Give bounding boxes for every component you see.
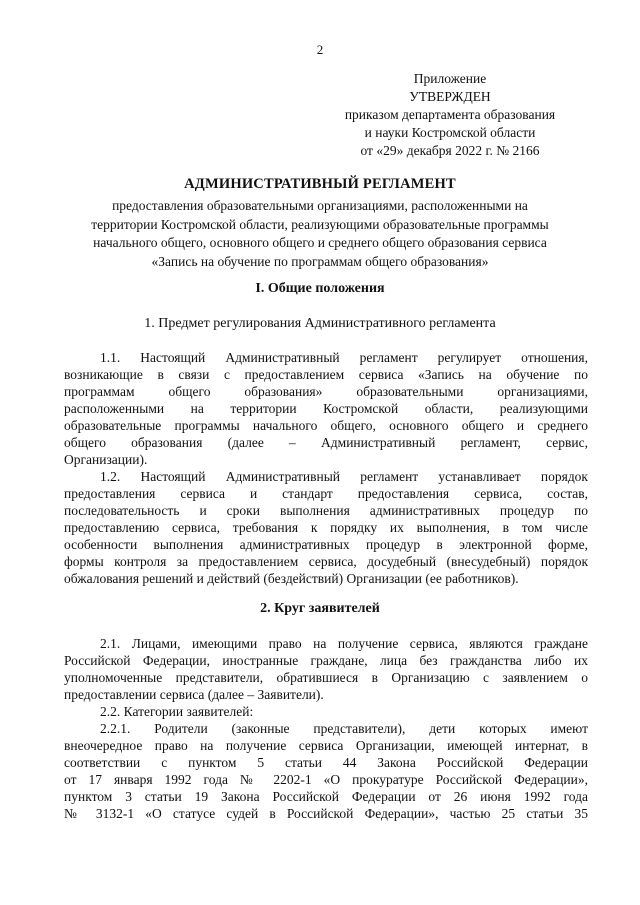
document-title: АДМИНИСТРАТИВНЫЙ РЕГЛАМЕНТ [184,176,456,192]
paragraph-line: внеочередное право на получение сервиса Организации, имеющей интернат, в [64,738,588,753]
paragraph-line: 1.1. Настоящий Административный регламент регулирует отношения, [100,350,588,365]
approval-block [300,70,600,160]
approval-line: от «29» декабря 2022 г. № 2166 [360,143,540,158]
paragraph-line: образовательные программы начального общего, основного общего и среднего [64,418,588,433]
approval-line: Приложение [413,71,487,86]
paragraph-line: 2.2.1. Родители (законные представители), дети которых имеют [100,721,588,736]
paragraph-line: соответствии с пунктом 5 статьи 44 Закона Российской Федерации [64,755,588,770]
paragraph-line: 2.2. Категории заявителей: [100,704,254,719]
approval-line: УТВЕРЖДЕН [409,89,491,104]
paragraph-line: уполномоченные представители, обратившиеся в Организацию с заявлением о [64,670,588,685]
paragraph-line: возникающие в связи с предоставлением сервиса «Запись на обучение по [64,367,588,382]
page-number: 2 [316,42,324,57]
subtitle-line: территории Костромской области, реализующими образовательные программы [91,216,549,232]
approval-line: и науки Костромской области [364,125,536,140]
subtitle-line: «Запись на обучение по программам общего образования» [151,253,489,269]
paragraph-line: 1.2. Настоящий Административный регламент устанавливает порядок [100,469,588,484]
section-1-subheading: 1. Предмет регулирования Административного регламента [144,316,496,331]
approval-line: приказом департамента образования [344,107,556,122]
paragraph-line: предоставления сервиса и стандарт предоставления сервиса, состав, [64,486,588,501]
paragraph-line: Организации). [64,452,148,467]
paragraph-line: Российской Федерации, иностранные граждане, лица без гражданства либо их [64,653,588,668]
subtitle-line: начального общего, основного общего и среднего общего образования сервиса [93,235,547,250]
paragraph-line: программам общего образования» образовательными организациями, [64,384,588,399]
paragraph-line: 2.1. Лицами, имеющими право на получение сервиса, являются граждане [100,636,588,651]
paragraph-line: предоставлению сервиса, требования к порядку их выполнения, в том числе [64,520,588,535]
document-subtitle [40,197,600,271]
paragraph-line: № 3132-1 «О статусе судей в Российской Федерации», частью 25 статьи 35 [64,806,588,821]
paragraph-line: расположенными на территории Костромской области, реализующими [64,401,588,416]
section-1-heading: I. Общие положения [255,281,385,296]
paragraph-line: особенности выполнения административных процедур в электронной форме, [64,537,588,552]
paragraph-line: предоставлении сервиса (далее – Заявители). [64,687,324,702]
paragraph-line: последовательность и сроки выполнения административных процедур по [64,503,588,518]
paragraph-line: общего образования (далее – Административный регламент, сервис, [64,435,588,450]
paragraph-line: формы контроля за предоставлением сервиса, досудебный (внесудебный) порядок [64,554,588,569]
paragraph-line: пунктом 3 статьи 19 Закона Российской Федерации от 26 июня 1992 года [64,789,588,804]
subtitle-line: предоставления образовательными организациями, расположенными на [112,198,528,213]
paragraph-line: от 17 января 1992 года № 2202-1 «О прокуратуре Российской Федерации», [64,772,588,787]
paragraph-line: обжалования решений и действий (бездействий) Организации (ее работников). [64,571,519,586]
section-2-heading: 2. Круг заявителей [260,601,380,616]
